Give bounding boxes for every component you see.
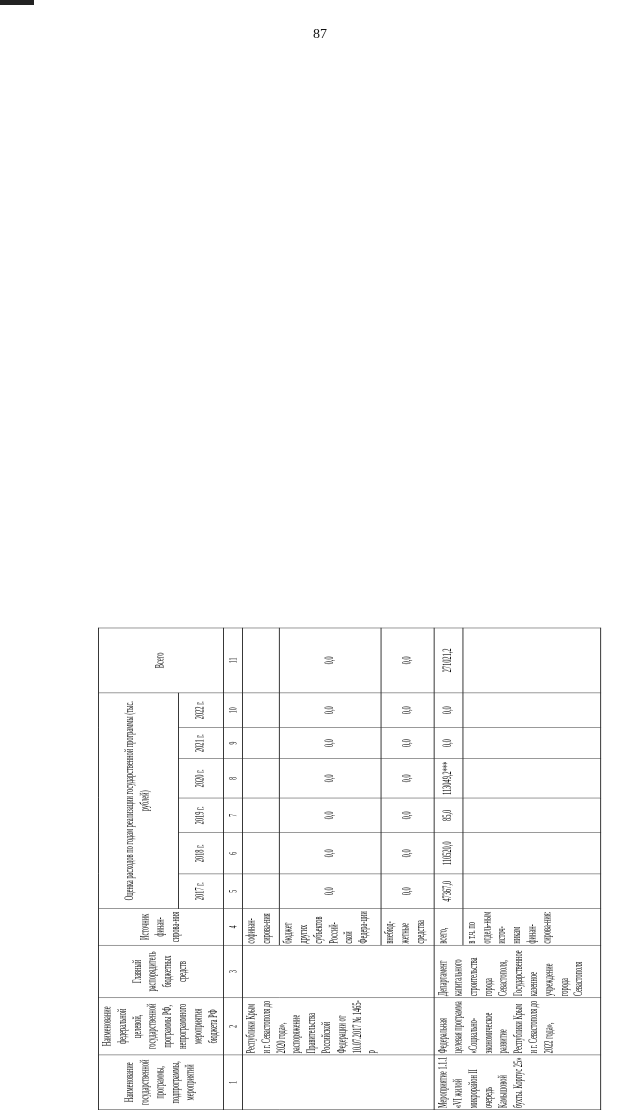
funding-source-cell: софинан-сирова-ния xyxy=(242,909,279,946)
page-number: 87 xyxy=(313,27,327,42)
rotated-table-area xyxy=(98,60,640,1109)
header-budget-manager: Главный распорядитель бюджетных средств xyxy=(98,945,223,998)
value-cell: 110520,0 xyxy=(434,833,462,874)
funding-source-cell: всего, xyxy=(434,909,462,946)
column-number-row xyxy=(224,628,243,1110)
value-cell xyxy=(463,628,601,693)
program-name-cell xyxy=(242,1055,434,1110)
column-number: 2 xyxy=(224,998,243,1055)
value-cell: 0,0 xyxy=(381,728,434,759)
value-cell xyxy=(242,833,279,874)
value-cell: 0,0 xyxy=(280,759,382,798)
value-cell xyxy=(242,693,279,728)
funding-source-cell: в т.ч. по отдель-ным источ-никам финан-сирова-ния: xyxy=(463,909,601,946)
header-year-2019: 2019 г. xyxy=(179,798,224,833)
column-number: 9 xyxy=(224,728,243,759)
budget-manager-cell xyxy=(242,945,434,998)
value-cell: 271021,2 xyxy=(434,628,462,693)
value-cell xyxy=(242,798,279,833)
program-name-cell: Мероприятие 1.1.1 «VI жилой микрорайон II очередь Камышовой бухты. Корпус 25» xyxy=(434,1055,600,1110)
value-cell xyxy=(463,874,601,909)
value-cell: 0,0 xyxy=(280,798,382,833)
header-year-2020: 2020 г. xyxy=(179,759,224,798)
value-cell: 47367,0 xyxy=(434,874,462,909)
expense-table xyxy=(98,628,601,1110)
column-number: 6 xyxy=(224,833,243,874)
column-number: 4 xyxy=(224,909,243,946)
header-federal-program: Наименование федеральной целевой, государственной программы РФ, непрограммного мероприятия бюджета РФ xyxy=(98,998,223,1055)
header-year-2021: 2021 г. xyxy=(179,728,224,759)
value-cell xyxy=(463,798,601,833)
federal-program-cell: Федеральная целевая программа «Социально-экономическое развитие Республики Крым и г. Севастополя до 2022 года», xyxy=(434,998,600,1055)
value-cell xyxy=(242,759,279,798)
value-cell xyxy=(242,728,279,759)
value-cell: 0,0 xyxy=(381,693,434,728)
header-expense-estimate: Оценка расходов по годам реализации государственной программы (тыс. рублей) xyxy=(98,693,178,909)
column-number: 5 xyxy=(224,874,243,909)
header-total: Всего xyxy=(98,628,223,693)
budget-manager-cell: Департамент капитального строительства города Севастополя, Государственное казенное учреждение города Севастополя xyxy=(434,945,600,998)
column-number: 10 xyxy=(224,693,243,728)
header-program-name: Наименование государственной программы, подпрограммы, мероприятий xyxy=(98,1055,223,1110)
column-number: 8 xyxy=(224,759,243,798)
column-number: 1 xyxy=(224,1055,243,1110)
column-number: 3 xyxy=(224,945,243,998)
value-cell: 85,0 xyxy=(434,798,462,833)
value-cell xyxy=(463,693,601,728)
value-cell: 0,0 xyxy=(381,798,434,833)
header-year-2017: 2017 г. xyxy=(179,874,224,909)
header-year-2022: 2022 г. xyxy=(179,693,224,728)
value-cell: 0,0 xyxy=(434,728,462,759)
table-row xyxy=(434,628,462,1110)
header-year-2018: 2018 г. xyxy=(179,833,224,874)
value-cell: 0,0 xyxy=(280,728,382,759)
column-number: 7 xyxy=(224,798,243,833)
column-number: 11 xyxy=(224,628,243,693)
value-cell: 0,0 xyxy=(280,833,382,874)
value-cell: 0,0 xyxy=(280,628,382,693)
funding-source-cell: внебюд-жетные средства xyxy=(381,909,434,946)
value-cell: 0,0 xyxy=(381,833,434,874)
value-cell: 113049,2*** xyxy=(434,759,462,798)
value-cell: 0,0 xyxy=(381,874,434,909)
value-cell xyxy=(242,874,279,909)
value-cell: 0,0 xyxy=(381,628,434,693)
scan-artifact xyxy=(0,0,34,5)
funding-source-cell: бюджет других субъектов Россий-ской Федера-ции xyxy=(280,909,382,946)
value-cell: 0,0 xyxy=(280,693,382,728)
header-funding-source: Источник финан-сирова-ния xyxy=(98,909,223,946)
value-cell: 0,0 xyxy=(381,759,434,798)
value-cell: 0,0 xyxy=(280,874,382,909)
federal-program-cell: Республики Крым и г. Севастополя до 2020 года», распоряжение Правительства Российской Федерации от 10.07.2017 № 1465-р xyxy=(242,998,434,1055)
value-cell xyxy=(463,728,601,759)
value-cell xyxy=(463,759,601,798)
value-cell: 0,0 xyxy=(434,693,462,728)
value-cell xyxy=(463,833,601,874)
table-row xyxy=(242,628,279,1110)
value-cell xyxy=(242,628,279,693)
rotated-table-wrapper xyxy=(98,630,587,1110)
